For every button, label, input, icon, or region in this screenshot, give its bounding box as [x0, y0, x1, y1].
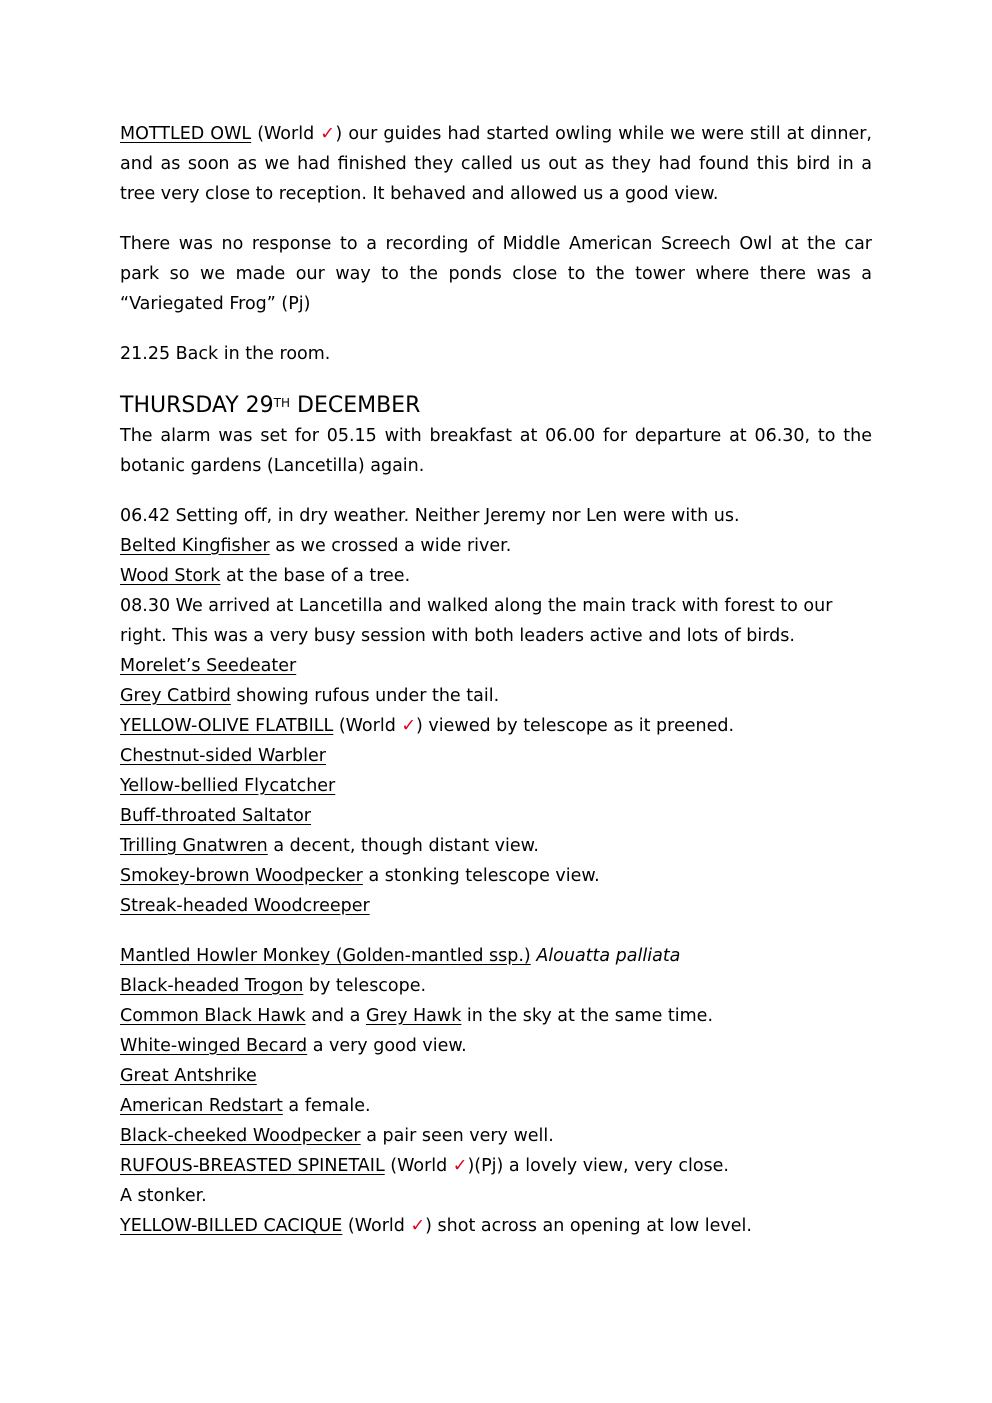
log-line: [120, 801, 872, 831]
checkmark-icon: ✓: [410, 1216, 426, 1236]
species-name: Black-cheeked Woodpecker: [120, 1126, 361, 1146]
log-line: RUFOUS-BREASTED SPINETAIL (World ✓)(Pj) a lovely view, very close.: [120, 1156, 729, 1176]
log-line: Black-headed Trogon by telescope.: [120, 976, 427, 996]
species-name: Buff-throated Saltator: [120, 806, 312, 826]
species-name: Mantled Howler Monkey (Golden-mantled ssp.): [120, 946, 531, 966]
morning-log: [120, 501, 872, 921]
log-line: YELLOW-OLIVE FLATBILL (World ✓) viewed by telescope as it preened.: [120, 716, 735, 736]
species-name: Streak-headed Woodcreeper: [120, 896, 370, 916]
log-line: Grey Catbird showing rufous under the tail.: [120, 686, 500, 706]
log-line: A stonker.: [120, 1186, 207, 1206]
log-line: Belted Kingfisher as we crossed a wide river.: [120, 536, 512, 556]
later-log: [120, 971, 872, 1241]
species-name: Yellow-bellied Flycatcher: [120, 776, 336, 796]
log-line: [120, 1061, 872, 1091]
log-line: Trilling Gnatwren a decent, though distant view.: [120, 836, 539, 856]
latin-name: Alouatta palliata: [536, 946, 681, 966]
mottled-owl-paragraph: MOTTLED OWL (World ✓) our guides had started owling while we were still at dinner, and as soon as we had finished they called us out as they had found this bird in a tree very close to reception. It behaved and allowed us a good view.: [120, 124, 872, 204]
species-name: Chestnut-sided Warbler: [120, 746, 326, 766]
species-name: Common Black Hawk: [120, 1006, 306, 1026]
species-name: Black-headed Trogon: [120, 976, 304, 996]
log-line: 08.30 We arrived at Lancetilla and walked along the main track with forest to our: [120, 596, 833, 616]
checkmark-icon: ✓: [452, 1156, 468, 1176]
log-line: [120, 741, 872, 771]
species-name: YELLOW-OLIVE FLATBILL: [120, 716, 334, 736]
log-line: [120, 891, 872, 921]
log-line: YELLOW-BILLED CACIQUE (World ✓) shot across an opening at low level.: [120, 1216, 752, 1236]
species-name: Trilling Gnatwren: [120, 836, 268, 856]
species-name: Grey Hawk: [365, 1006, 462, 1026]
monkey-paragraph: [120, 941, 872, 971]
log-line: [120, 771, 872, 801]
log-line: White-winged Becard a very good view.: [120, 1036, 467, 1056]
species-name: YELLOW-BILLED CACIQUE: [120, 1216, 343, 1236]
document-page: [120, 119, 872, 1261]
species-name: Belted Kingfisher: [120, 536, 270, 556]
species-name: Morelet’s Seedeater: [120, 656, 297, 676]
species-name: White-winged Becard: [120, 1036, 308, 1056]
species-name: Smokey-brown Woodpecker: [120, 866, 363, 886]
log-line: Smokey-brown Woodpecker a stonking telescope view.: [120, 866, 600, 886]
day-heading: THURSDAY 29TH DECEMBER: [120, 393, 421, 418]
alarm-paragraph: The alarm was set for 05.15 with breakfast at 06.00 for departure at 06.30, to the botanic gardens (Lancetilla) again.: [120, 426, 872, 476]
species-name: American Redstart: [120, 1096, 283, 1116]
log-line: right. This was a very busy session with both leaders active and lots of birds.: [120, 626, 795, 646]
species-name: Wood Stork: [120, 566, 221, 586]
log-line: [120, 651, 872, 681]
species-name: MOTTLED OWL: [120, 124, 252, 144]
species-name: Grey Catbird: [120, 686, 231, 706]
log-line: American Redstart a female.: [120, 1096, 371, 1116]
checkmark-icon: ✓: [401, 716, 417, 736]
back-in-room-paragraph: 21.25 Back in the room.: [120, 344, 331, 364]
screech-owl-paragraph: There was no response to a recording of Middle American Screech Owl at the car park so we made our way to the ponds close to the tower where there was a “Variegated Frog” (Pj): [120, 234, 872, 314]
log-line: Black-cheeked Woodpecker a pair seen very well.: [120, 1126, 554, 1146]
log-line: Common Black Hawk and a Grey Hawk in the sky at the same time.: [120, 1006, 714, 1026]
species-name: Great Antshrike: [120, 1066, 257, 1086]
checkmark-icon: ✓: [320, 124, 336, 144]
log-line: Wood Stork at the base of a tree.: [120, 566, 411, 586]
log-line: 06.42 Setting off, in dry weather. Neither Jeremy nor Len were with us.: [120, 506, 740, 526]
species-name: RUFOUS-BREASTED SPINETAIL: [120, 1156, 385, 1176]
